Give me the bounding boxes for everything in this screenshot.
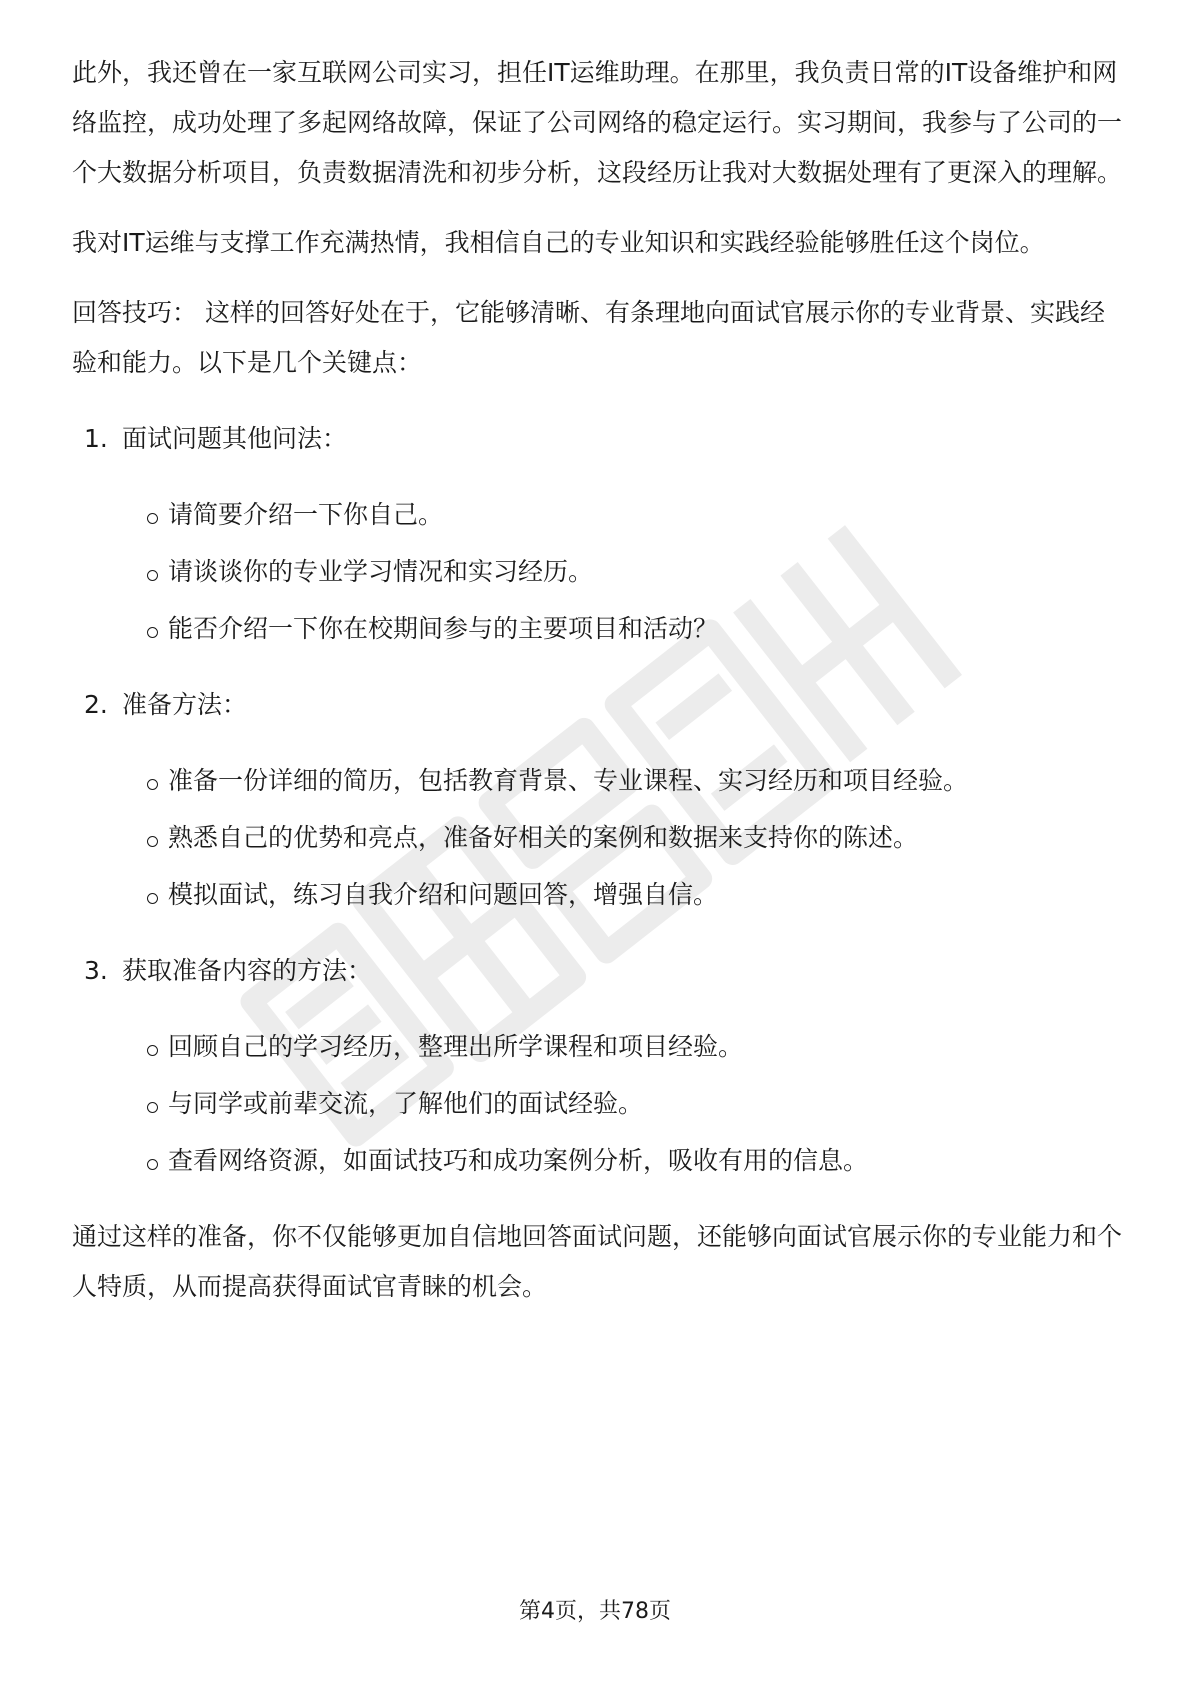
circle-bullet-icon [147, 836, 158, 847]
circle-bullet-icon [147, 513, 158, 524]
list-item: 能否介绍一下你在校期间参与的主要项目和活动？ [72, 600, 1122, 657]
list-item: 与同学或前辈交流，了解他们的面试经验。 [72, 1075, 1122, 1132]
paragraph-internship: 此外，我还曾在一家互联网公司实习，担任IT运维助理。在那里，我负责日常的IT设备维护和网络监控，成功处理了多起网络故障，保证了公司网络的稳定运行。实习期间，我参与了公司的一个大数据分析项目，负责数据清洗和初步分析，这段经历让我对大数据处理有了更深入的理解。 [72, 58, 1123, 187]
circle-bullet-icon [147, 1045, 158, 1056]
section-items [72, 486, 1122, 657]
section-items [72, 1018, 1122, 1189]
tips-section-3 [72, 946, 1122, 1189]
list-item: 查看网络资源，如面试技巧和成功案例分析，吸收有用的信息。 [72, 1132, 1122, 1189]
section-number: 1. [84, 424, 108, 453]
circle-bullet-icon [147, 570, 158, 581]
paragraph-conclusion: 通过这样的准备，你不仅能够更加自信地回答面试问题，还能够向面试官展示你的专业能力和个人特质，从而提高获得面试官青睐的机会。 [72, 1222, 1123, 1301]
circle-bullet-icon [147, 627, 158, 638]
list-item: 回顾自己的学习经历，整理出所学课程和项目经验。 [72, 1018, 1122, 1075]
tips-list [72, 414, 1122, 1189]
list-item: 熟悉自己的优势和亮点，准备好相关的案例和数据来支持你的陈述。 [72, 809, 1122, 866]
paragraph-passion: 我对IT运维与支撑工作充满热情，我相信自己的专业知识和实践经验能够胜任这个岗位。 [72, 228, 1045, 257]
page-footer: 第4页，共78页 [519, 1599, 671, 1624]
section-title: 获取准备内容的方法： [122, 956, 373, 985]
paragraph-answer-tips: 回答技巧： 这样的回答好处在于，它能够清晰、有条理地向面试官展示你的专业背景、实践经验和能力。以下是几个关键点： [72, 298, 1105, 377]
section-items [72, 752, 1122, 923]
list-item: 请简要介绍一下你自己。 [72, 486, 1122, 543]
tips-section-1 [72, 414, 1122, 657]
section-number: 3. [84, 956, 108, 985]
section-title: 准备方法： [122, 690, 248, 719]
list-item: 准备一份详细的简历，包括教育背景、专业课程、实习经历和项目经验。 [72, 752, 1122, 809]
tips-section-2 [72, 680, 1122, 923]
circle-bullet-icon [147, 1159, 158, 1170]
circle-bullet-icon [147, 779, 158, 790]
document-body [72, 48, 1122, 1332]
list-item: 请谈谈你的专业学习情况和实习经历。 [72, 543, 1122, 600]
section-title: 面试问题其他问法： [122, 424, 348, 453]
list-item: 模拟面试，练习自我介绍和问题回答，增强自信。 [72, 866, 1122, 923]
circle-bullet-icon [147, 893, 158, 904]
circle-bullet-icon [147, 1102, 158, 1113]
section-number: 2. [84, 690, 108, 719]
